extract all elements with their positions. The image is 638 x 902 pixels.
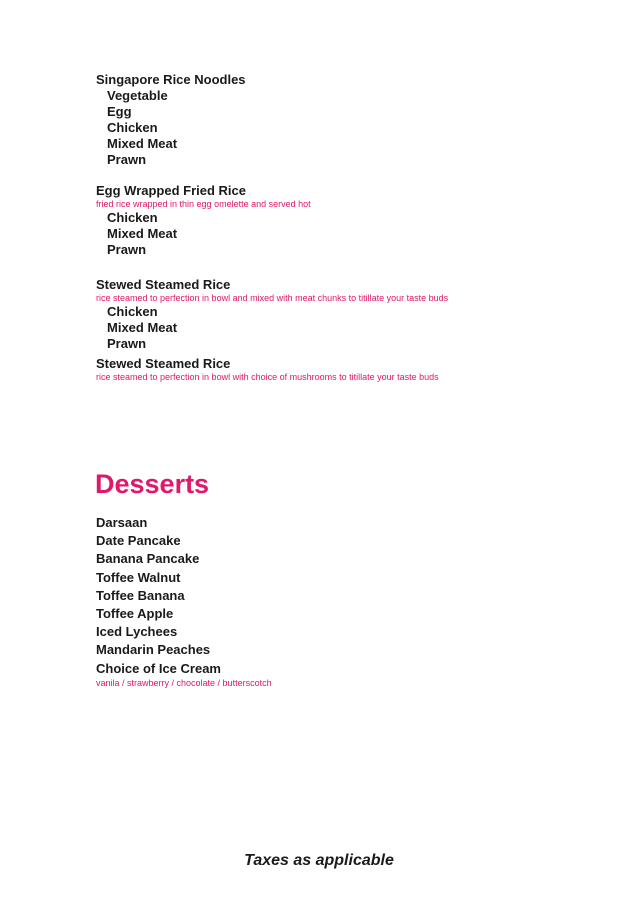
dish-description: fried rice wrapped in thin egg omelette and served hot	[96, 199, 311, 209]
dish-title: Singapore Rice Noodles	[96, 72, 246, 87]
dish-option: Egg	[107, 104, 132, 119]
menu-item-stewed-steamed-rice-meat	[96, 277, 448, 352]
dish-option: Mixed Meat	[107, 320, 178, 335]
dish-title: Stewed Steamed Rice	[96, 277, 231, 292]
ice-cream-flavors: vanila / strawberry / chocolate / butterscotch	[96, 677, 272, 688]
menu-item-egg-wrapped-fried-rice	[96, 183, 311, 258]
menu-item-singapore-rice-noodles	[96, 72, 246, 168]
dessert-item: Toffee Walnut	[96, 569, 181, 585]
dish-option: Chicken	[107, 120, 158, 135]
dessert-item: Banana Pancake	[96, 551, 200, 567]
dish-description: rice steamed to perfection in bowl with choice of mushrooms to titillate your taste buds	[96, 372, 439, 382]
desserts-list	[96, 514, 272, 689]
dish-option: Prawn	[107, 336, 147, 351]
dessert-item: Date Pancake	[96, 533, 181, 549]
desserts-heading: Desserts	[95, 469, 210, 499]
dish-option: Prawn	[107, 152, 147, 167]
dessert-item: Choice of Ice Cream	[96, 660, 221, 676]
dish-option: Vegetable	[107, 88, 168, 103]
dish-title: Stewed Steamed Rice	[96, 356, 231, 371]
dish-option: Prawn	[107, 242, 147, 257]
dessert-item: Iced Lychees	[96, 624, 178, 640]
menu-item-stewed-steamed-rice-mushroom	[96, 356, 439, 383]
dish-option: Chicken	[107, 210, 158, 225]
dish-description: rice steamed to perfection in bowl and mixed with meat chunks to titillate your taste buds	[96, 293, 449, 303]
taxes-note: Taxes as applicable	[244, 852, 394, 869]
dessert-item: Mandarin Peaches	[96, 642, 211, 658]
dessert-item: Toffee Banana	[96, 587, 185, 603]
dish-option: Mixed Meat	[107, 226, 178, 241]
dish-option: Chicken	[107, 304, 158, 319]
dessert-item: Darsaan	[96, 515, 148, 530]
dessert-item: Toffee Apple	[96, 606, 174, 622]
dish-title: Egg Wrapped Fried Rice	[96, 183, 247, 198]
dish-option: Mixed Meat	[107, 136, 178, 151]
